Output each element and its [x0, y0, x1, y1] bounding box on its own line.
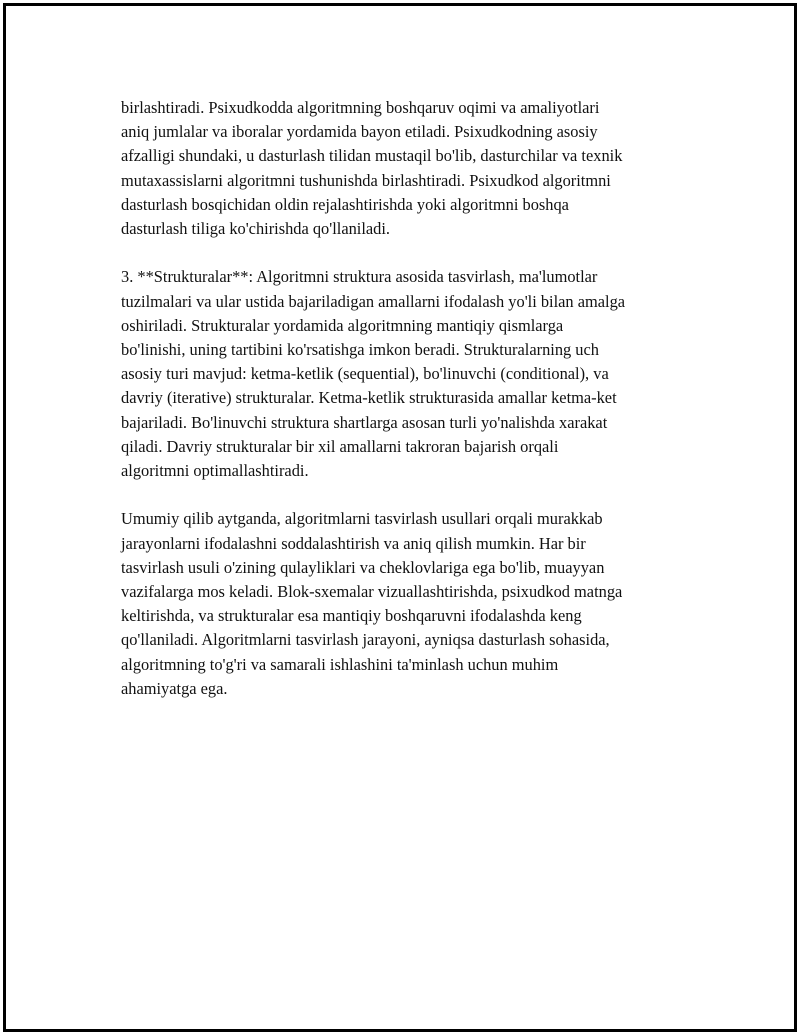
text-line: oshiriladi. Strukturalar yordamida algoritmning mantiqiy qismlarga — [121, 315, 564, 335]
text-line: qiladi. Davriy strukturalar bir xil amallarni takroran bajarish orqali — [121, 436, 559, 456]
text-line: tasvirlash usuli o'zining qulayliklari va cheklovlariga ega bo'lib, muayyan — [121, 557, 605, 577]
text-line: 3. **Strukturalar**: Algoritmni struktura asosida tasvirlash, ma'lumotlar — [121, 267, 598, 287]
text-line: vazifalarga mos keladi. Blok-sxemalar vizuallashtirishda, psixudkod matnga — [121, 582, 623, 602]
text-line: keltirishda, va strukturalar esa mantiqiy boshqaruvni ifodalashda keng — [121, 606, 582, 626]
text-line: birlashtiradi. Psixudkodda algoritmning boshqaruv oqimi va amaliyotlari — [121, 98, 600, 117]
text-line: dasturlash tiliga ko'chirishda qo'llaniladi. — [121, 219, 391, 239]
page-frame — [3, 3, 797, 1032]
page-content — [121, 96, 691, 725]
text-line: Umumiy qilib aytganda, algoritmlarni tasvirlash usullari orqali murakkab — [121, 509, 603, 529]
text-line: tuzilmalari va ular ustida bajariladigan amallarni ifodalash yo'li bilan amalga — [121, 291, 626, 311]
text-line: asosiy turi mavjud: ketma-ketlik (sequential), bo'linuvchi (conditional), va — [121, 364, 609, 384]
paragraph-strukturalar — [121, 265, 691, 483]
paragraph-psixudkod — [121, 96, 691, 241]
text-line: algoritmning to'g'ri va samarali ishlashini ta'minlash uchun muhim — [121, 654, 559, 674]
text-line: jarayonlarni ifodalashni soddalashtirish va aniq qilish mumkin. Har bir — [121, 533, 586, 553]
text-line: mutaxassislarni algoritmni tushunishda birlashtiradi. Psixudkod algoritmni — [121, 170, 611, 190]
text-line: dasturlash bosqichidan oldin rejalashtirishda yoki algoritmni boshqa — [121, 194, 569, 214]
text-line: qo'llaniladi. Algoritmlarni tasvirlash jarayoni, ayniqsa dasturlash sohasida, — [121, 630, 610, 650]
text-line: ahamiyatga ega. — [121, 678, 228, 698]
text-line: algoritmni optimallashtiradi. — [121, 461, 309, 481]
text-line: davriy (iterative) strukturalar. Ketma-ketlik strukturasida amallar ketma-ket — [121, 388, 617, 408]
paragraph-conclusion — [121, 507, 691, 701]
text-line: bajariladi. Bo'linuvchi struktura shartlarga asosan turli yo'nalishda xarakat — [121, 412, 608, 432]
text-line: aniq jumlalar va iboralar yordamida bayon etiladi. Psixudkodning asosiy — [121, 122, 598, 142]
text-line: bo'linishi, uning tartibini ko'rsatishga imkon beradi. Strukturalarning uch — [121, 340, 599, 360]
text-line: afzalligi shundaki, u dasturlash tilidan mustaqil bo'lib, dasturchilar va texnik — [121, 146, 623, 166]
